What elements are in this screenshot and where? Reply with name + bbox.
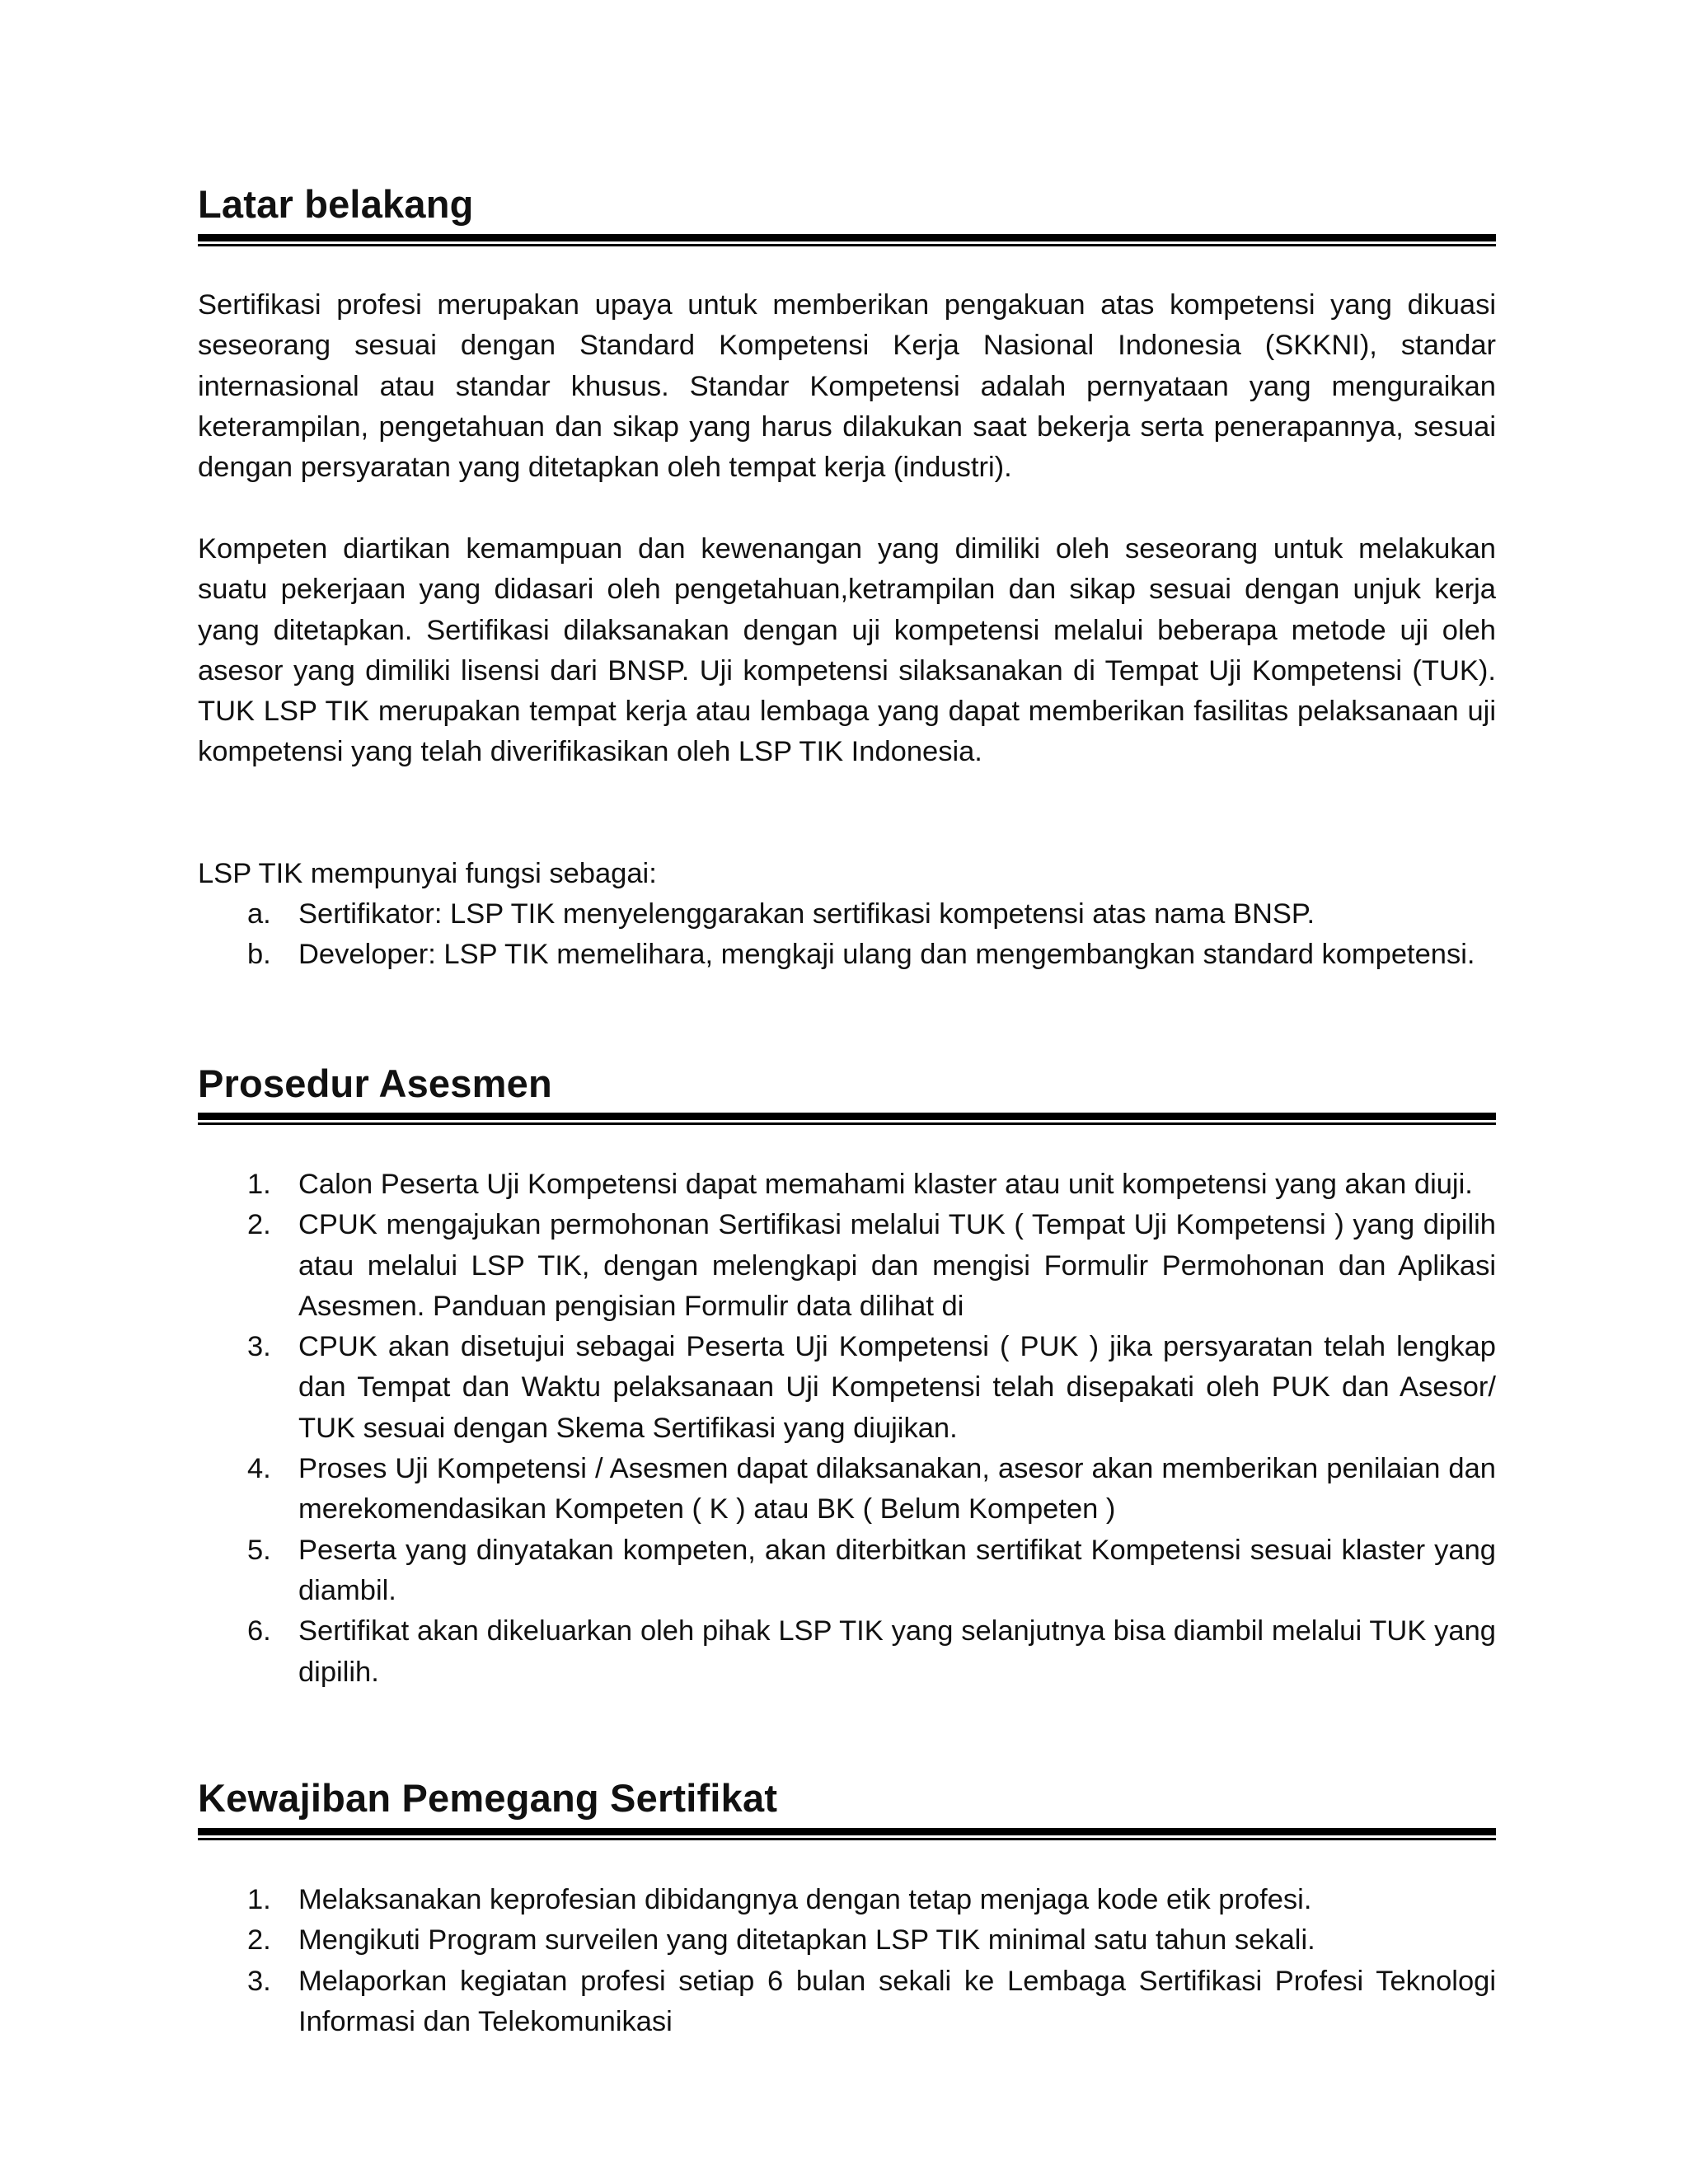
list-marker: 6. (247, 1615, 271, 1647)
list-marker: 2. (247, 1924, 271, 1957)
paragraph-sertifikasi: Sertifikasi profesi merupakan upaya untuk memberikan pengakuan atas kompetensi yang dikuasi seseorang sesuai dengan Standard Kompetensi Kerja Nasional Indonesia (SKKNI), standar internasional atau standar khusus. Standar Kompetensi adalah pernyataan yang menguraikan keterampilan, pengetahuan dan sikap yang harus dilakukan saat bekerja serta penerapannya, sesuai dengan persyaratan yang ditetapkan oleh tempat kerja (industri). (198, 289, 1496, 484)
paragraph-fungsi-intro: LSP TIK mempunyai fungsi sebagai: (198, 858, 657, 889)
list-marker: a. (247, 898, 271, 930)
list-item-text: Calon Peserta Uji Kompetensi dapat memahami klaster atau unit kompetensi yang akan diuji. (298, 1169, 1473, 1200)
list-marker: 3. (247, 1965, 271, 1997)
section-divider (198, 234, 1496, 249)
fungsi-list (198, 894, 1496, 976)
list-item (198, 1961, 1496, 2043)
kewajiban-list (198, 1880, 1496, 2042)
list-item (198, 1327, 1496, 1449)
section-title-kewajiban: Kewajiban Pemegang Sertifikat (198, 1776, 778, 1820)
section-divider (198, 1113, 1496, 1127)
list-item (198, 1611, 1496, 1693)
section-divider (198, 1828, 1496, 1843)
list-item-text: Melaporkan kegiatan profesi setiap 6 bulan sekali ke Lembaga Sertifikasi Profesi Teknologi Informasi dan Telekomunikasi (298, 1965, 1496, 2037)
list-item-text: Mengikuti Program surveilen yang ditetapkan LSP TIK minimal satu tahun sekali. (298, 1924, 1315, 1957)
prosedur-list (198, 1165, 1496, 1693)
list-item (198, 1165, 1496, 1205)
list-marker: 5. (247, 1534, 271, 1566)
list-marker: 1. (247, 1169, 271, 1200)
list-item (198, 894, 1496, 935)
list-item-text: Peserta yang dinyatakan kompeten, akan diterbitkan sertifikat Kompetensi sesuai klaster yang diambil. (298, 1534, 1496, 1606)
list-marker: 1. (247, 1884, 271, 1915)
list-item-text: Melaksanakan keprofesian dibidangnya dengan tetap menjaga kode etik profesi. (298, 1884, 1312, 1915)
paragraph-kompeten: Kompeten diartikan kemampuan dan kewenangan yang dimiliki oleh seseorang untuk melakukan suatu pekerjaan yang didasari oleh pengetahuan,ketrampilan dan sikap sesuai dengan unjuk kerja yang ditetapkan. Sertifikasi dilaksanakan dengan uji kompetensi melalui beberapa metode uji oleh asesor yang dimiliki lisensi dari BNSP. Uji kompetensi silaksanakan di Tempat Uji Kompetensi (TUK). TUK LSP TIK merupakan tempat kerja atau lembaga yang dapat memberikan fasilitas pelaksanaan uji kompetensi yang telah diverifikasikan oleh LSP TIK Indonesia. (198, 533, 1496, 768)
list-marker: 3. (247, 1331, 271, 1363)
list-item-text: CPUK akan disetujui sebagai Peserta Uji Kompetensi ( PUK ) jika persyaratan telah lengkap dan Tempat dan Waktu pelaksanaan Uji Kompetensi telah disepakati oleh PUK dan Asesor/ TUK sesuai dengan Skema Sertifikasi yang diujikan. (298, 1331, 1496, 1444)
list-item-text: Sertifikat akan dikeluarkan oleh pihak LSP TIK yang selanjutnya bisa diambil melalui TUK yang dipilih. (298, 1615, 1496, 1688)
list-item (198, 1449, 1496, 1530)
list-item (198, 1205, 1496, 1327)
list-item-text: Developer: LSP TIK memelihara, mengkaji ulang dan mengembangkan standard kompetensi. (298, 939, 1475, 971)
list-item (198, 1920, 1496, 1961)
list-item (198, 1530, 1496, 1612)
list-marker: b. (247, 939, 271, 971)
list-marker: 2. (247, 1209, 271, 1241)
list-item-text: Proses Uji Kompetensi / Asesmen dapat dilaksanakan, asesor akan memberikan penilaian dan merekomendasikan Kompeten ( K ) atau BK ( Belum Kompeten ) (298, 1453, 1496, 1526)
section-title-latar-belakang: Latar belakang (198, 182, 474, 226)
section-title-prosedur-asesmen: Prosedur Asesmen (198, 1062, 552, 1105)
list-item-text: CPUK mengajukan permohonan Sertifikasi melalui TUK ( Tempat Uji Kompetensi ) yang dipilih atau melalui LSP TIK, dengan melengkapi dan mengisi Formulir Permohonan dan Aplikasi Asesmen. Panduan pengisian Formulir data dilihat di (298, 1209, 1496, 1322)
list-item-text: Sertifikator: LSP TIK menyelenggarakan sertifikasi kompetensi atas nama BNSP. (298, 898, 1315, 930)
list-item (198, 1880, 1496, 1920)
list-marker: 4. (247, 1453, 271, 1485)
list-item (198, 935, 1496, 975)
